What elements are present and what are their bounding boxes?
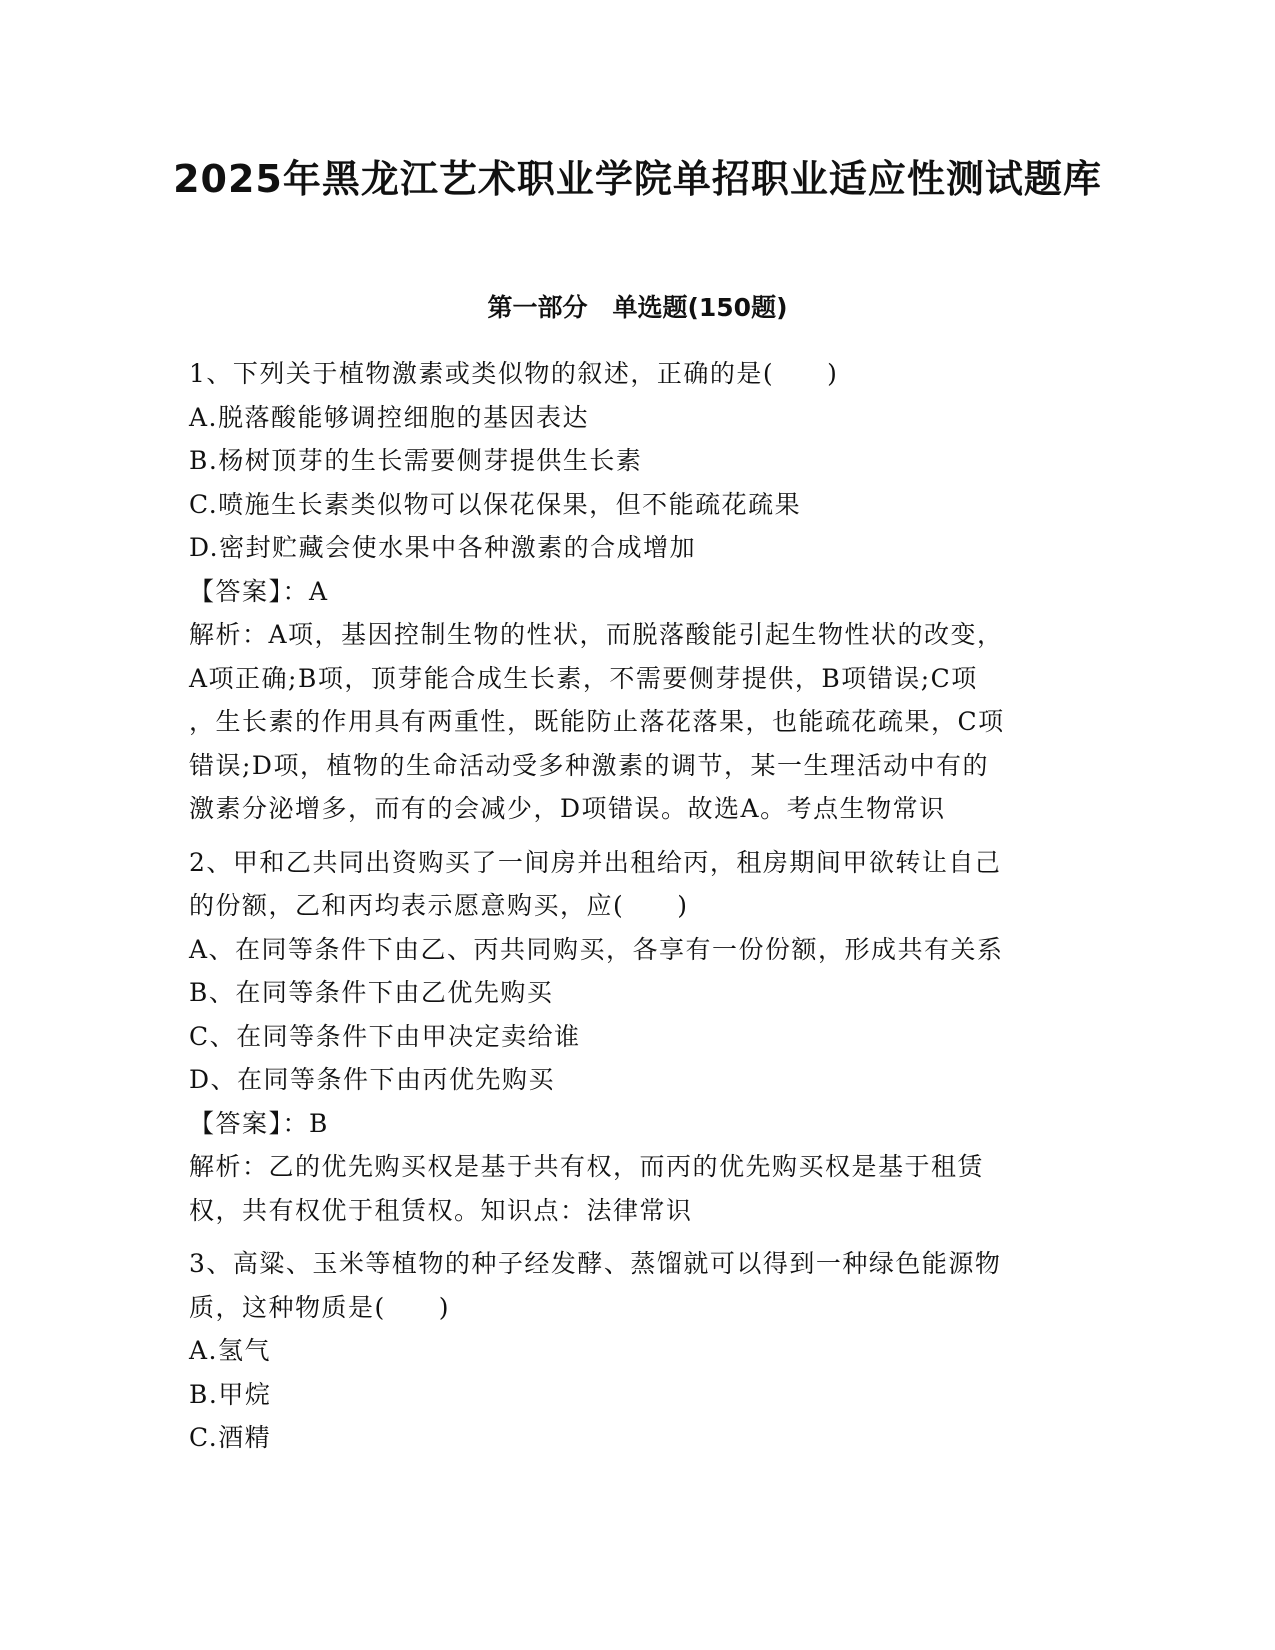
question-block (189, 1242, 1089, 1460)
answer-option: B.杨树顶芽的生长需要侧芽提供生长素 (189, 446, 643, 475)
analysis-text: 激素分泌增多，而有的会减少，D项错误。故选A。考点生物常识 (189, 794, 946, 823)
analysis-text: 权，共有权优于租赁权。知识点：法律常识 (189, 1195, 693, 1225)
question-stem: 2、甲和乙共同出资购买了一间房并出租给丙，租房期间甲欲转让自己 (189, 847, 1002, 877)
section-heading: 第一部分 单选题(150题) (487, 293, 788, 322)
question-stem: 3、高粱、玉米等植物的种子经发酵、蒸馏就可以得到一种绿色能源物 (189, 1249, 1002, 1278)
answer-key: 【答案】：A (189, 576, 329, 606)
question-stem: 的份额，乙和丙均表示愿意购买，应( ) (189, 891, 689, 920)
analysis-text: ，生长素的作用具有两重性，既能防止落花落果，也能疏花疏果，C项 (189, 707, 1005, 736)
question-stem: 质，这种物质是( ) (189, 1292, 451, 1322)
question-stem: 1、下列关于植物激素或类似物的叙述，正确的是( ) (189, 359, 839, 388)
document-title: 2025年黑龙江艺术职业学院单招职业适应性测试题库 (173, 157, 1102, 201)
answer-key: 【答案】：B (189, 1108, 329, 1138)
answer-option: D.密封贮藏会使水果中各种激素的合成增加 (189, 533, 697, 562)
answer-option: A.氢气 (189, 1336, 272, 1365)
answer-option: A、在同等条件下由乙、丙共同购买，各享有一份份额，形成共有关系 (189, 934, 1004, 964)
answer-option: A.脱落酸能够调控细胞的基因表达 (189, 402, 590, 432)
analysis-text: 错误;D项，植物的生命活动受多种激素的调节，某一生理活动中有的 (189, 750, 989, 780)
analysis-text: A项正确;B项，顶芽能合成生长素，不需要侧芽提供，B项错误;C项 (189, 663, 978, 693)
answer-option: B、在同等条件下由乙优先购买 (189, 978, 554, 1007)
question-block (189, 352, 1089, 831)
question-list (189, 352, 1089, 1460)
answer-option: D、在同等条件下由丙优先购买 (189, 1065, 556, 1094)
answer-option: C.喷施生长素类似物可以保花保果，但不能疏花疏果 (189, 489, 802, 519)
analysis-text: 解析：乙的优先购买权是基于共有权，而丙的优先购买权是基于租赁 (189, 1152, 985, 1181)
question-block (189, 841, 1089, 1233)
answer-option: C.酒精 (189, 1423, 272, 1452)
answer-option: B.甲烷 (189, 1379, 272, 1409)
answer-option: C、在同等条件下由甲决定卖给谁 (189, 1021, 581, 1051)
analysis-text: 解析：A项，基因控制生物的性状，而脱落酸能引起生物性状的改变， (189, 620, 1004, 649)
